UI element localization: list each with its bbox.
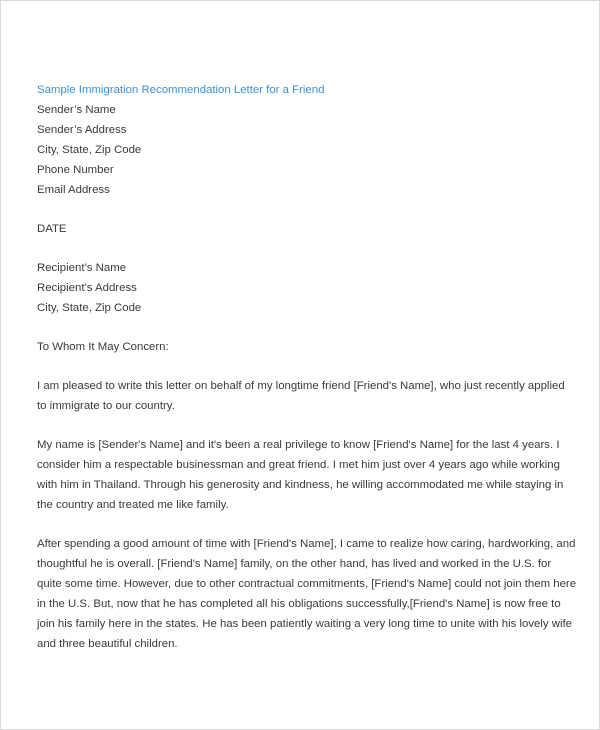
recipient-name: Recipient’s Name <box>37 262 127 274</box>
paragraph-3: After spending a good amount of time with [Friend's Name], I came to realize how caring, hardworking, and thoughtful he is overall. [Friend's Name] family, on the other hand, has lived and worked in the U.S. for quite some time. However, due to other contractual commitments, [Friend's Name] could not join them here in the U.S. But, now that he has completed all his obligations successfully,[Friend's Name] is now free to join his family here in the states. He has been patiently waiting a very long time to unite with his lovely wife and three beautiful children. <box>37 538 577 650</box>
salutation: To Whom It May Concern: <box>37 341 169 353</box>
sender-name: Sender’s Name <box>37 104 116 116</box>
recipient-address: Recipient’s Address <box>37 282 137 294</box>
paragraph-1: I am pleased to write this letter on behalf of my longtime friend [Friend's Name], who just recently applied to immigrate to our country. <box>37 380 565 412</box>
letter-date: DATE <box>37 223 67 235</box>
sender-address: Sender’s Address <box>37 124 127 136</box>
sender-phone: Phone Number <box>37 164 114 176</box>
recipient-city-state-zip: City, State, Zip Code <box>37 302 142 314</box>
sender-city-state-zip: City, State, Zip Code <box>37 144 142 156</box>
letter-title: Sample Immigration Recommendation Letter for a Friend <box>37 84 325 96</box>
recipient-block <box>37 258 577 318</box>
letter-body <box>37 80 577 654</box>
sender-block <box>37 100 577 200</box>
paragraph-2: My name is [Sender's Name] and it's been a real privilege to know [Friend's Name] for the last 4 years. I consider him a respectable businessman and great friend. I met him just over 4 years ago while working with him in Thailand. Through his generosity and kindness, he willing accommodated me while staying in the country and treated me like family. <box>37 439 564 511</box>
sender-email: Email Address <box>37 184 110 196</box>
